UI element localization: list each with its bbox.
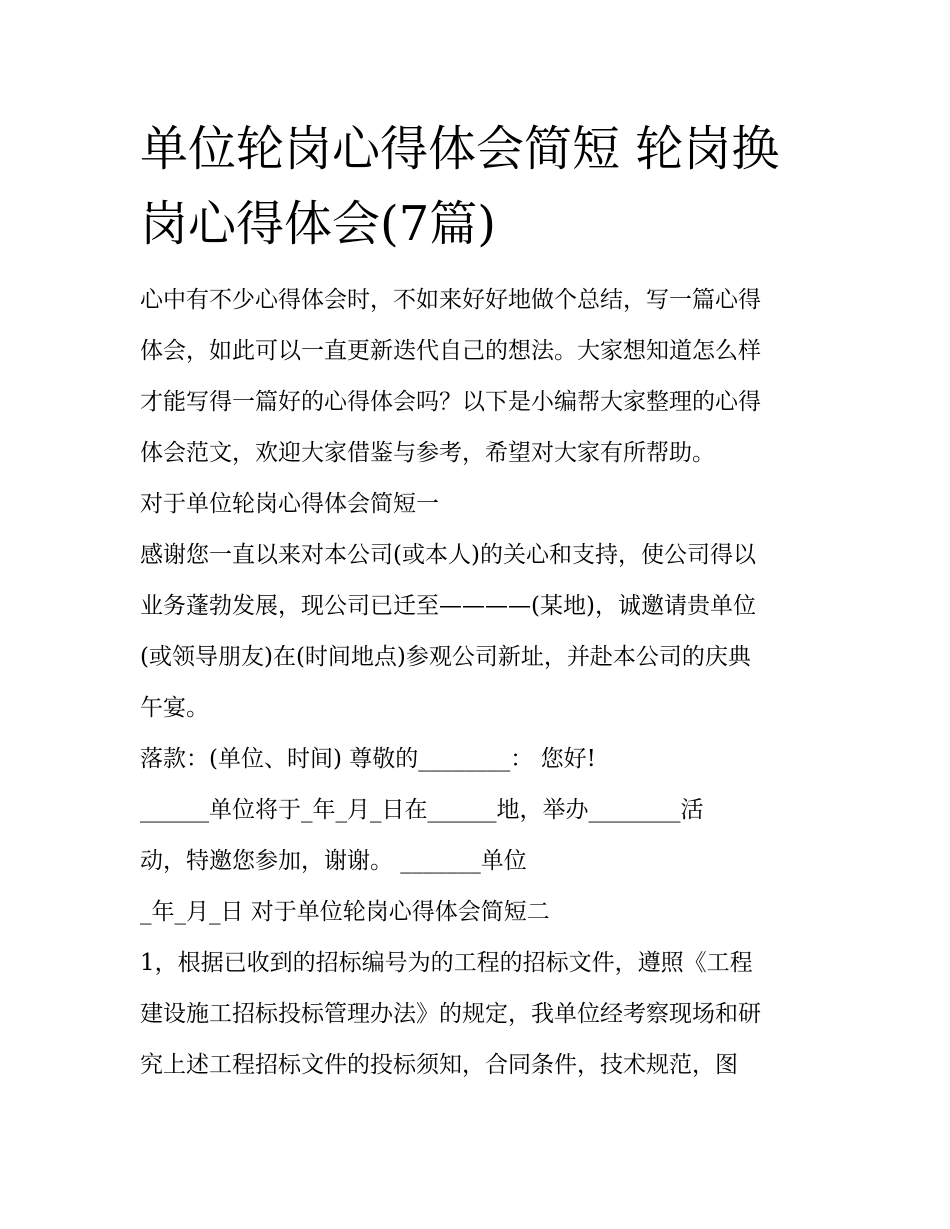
body-line: (或领导朋友)在(时间地点)参观公司新址，并赴本公司的庆典 — [140, 644, 751, 670]
body-line: 感谢您一直以来对本公司(或本人)的关心和支持，使公司得以 — [140, 542, 756, 568]
body-line: 午宴。 — [140, 695, 209, 721]
body-line: ______单位将于_年_月_日在______地，举办________活 — [140, 797, 704, 823]
body-line: 落款：(单位、时间) 尊敬的________： 您好! — [140, 746, 596, 772]
title-line: 岗心得体会(7篇) — [140, 196, 496, 252]
body-line: 体会范文，欢迎大家借鉴与参考，希望对大家有所帮助。 — [140, 440, 715, 466]
body-line: 体会，如此可以一直更新迭代自己的想法。大家想知道怎么样 — [140, 338, 761, 364]
section-heading: _年_月_日 对于单位轮岗心得体会简短二 — [140, 899, 550, 925]
body-line: 究上述工程招标文件的投标须知，合同条件，技术规范，图 — [140, 1052, 738, 1078]
body-line: 业务蓬勃发展，现公司已迁至————(某地)，诚邀请贵单位 — [140, 593, 756, 619]
document-title — [140, 112, 830, 262]
body-line: 建设施工招标投标管理办法》的规定，我单位经考察现场和研 — [140, 1001, 761, 1027]
title-line: 单位轮岗心得体会简短 轮岗换 — [140, 121, 780, 177]
section-heading: 对于单位轮岗心得体会简短一 — [140, 491, 439, 517]
body-line: 动，特邀您参加，谢谢。 _______单位 — [140, 848, 527, 874]
body-line: 才能写得一篇好的心得体会吗？以下是小编帮大家整理的心得 — [140, 389, 761, 415]
body-line: 1，根据已收到的招标编号为的工程的招标文件，遵照《工程 — [140, 950, 753, 976]
body-line: 心中有不少心得体会时，不如来好好地做个总结，写一篇心得 — [140, 287, 761, 313]
document-body — [140, 275, 840, 1091]
